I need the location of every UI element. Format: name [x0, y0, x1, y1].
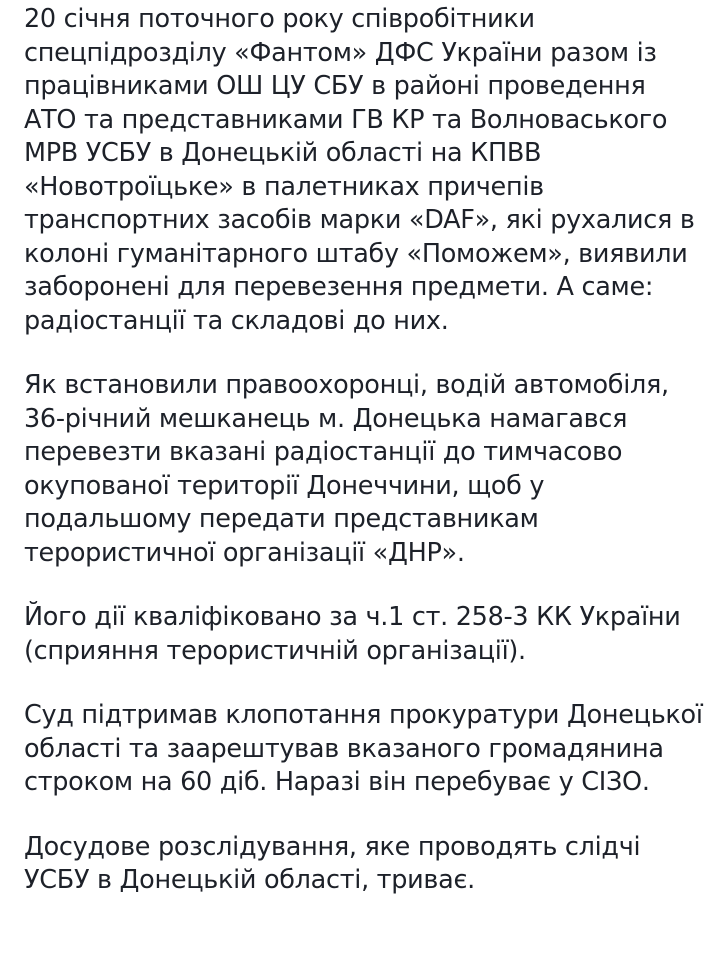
text-line: строком на 60 діб. Наразі він перебуває у СІЗО.: [24, 767, 650, 797]
text-line: радіостанції та складові до них.: [24, 305, 449, 336]
text-line: транспортних засобів марки «DAF», які рухалися в: [24, 205, 695, 235]
text-line: Суд підтримав клопотання прокуратури Донецької: [24, 700, 703, 730]
text-line: подальшому передати представникам: [24, 504, 539, 534]
text-line: (сприяння терористичній організації).: [24, 635, 526, 666]
text-line: заборонені для перевезення предмети. А саме:: [24, 272, 654, 302]
text-line: спецпідрозділу «Фантом» ДФС України разом із: [24, 37, 657, 68]
text-line: «Новотроїцьке» в палетниках причепів: [24, 171, 544, 202]
text-line: АТО та представниками ГВ КР та Волноваського: [24, 104, 668, 135]
text-line: 20 січня поточного року співробітники: [24, 4, 535, 34]
paragraph-qualification: [24, 601, 721, 668]
text-line: працівниками ОШ ЦУ СБУ в районі проведення: [24, 71, 646, 101]
text-line: Досудове розслідування, яке проводять слідчі: [24, 831, 641, 862]
text-line: Як встановили правоохоронці, водій автомобіля,: [24, 370, 669, 400]
text-line: 36-річний мешканець м. Донецька намагався: [24, 403, 628, 434]
paragraph-status: [24, 831, 721, 898]
text-line: УСБУ в Донецькій області, триває.: [24, 865, 475, 895]
text-line: МРВ УСБУ в Донецькій області на КПВВ: [24, 138, 542, 168]
paragraph-investigation: [24, 369, 721, 570]
text-line: терористичної організації «ДНР».: [24, 537, 465, 568]
text-line: перевезти вказані радіостанції до тимчасово: [24, 437, 623, 467]
text-line: окупованої території Донеччини, щоб у: [24, 470, 545, 501]
text-line: області та заарештував вказаного громадянина: [24, 733, 664, 764]
paragraph-court: [24, 699, 721, 800]
text-line: колоні гуманітарного штабу «Поможем», виявили: [24, 238, 688, 269]
text-line: Його дії кваліфіковано за ч.1 ст. 258-3 КК України: [24, 602, 681, 632]
paragraph-incident: [24, 3, 721, 338]
